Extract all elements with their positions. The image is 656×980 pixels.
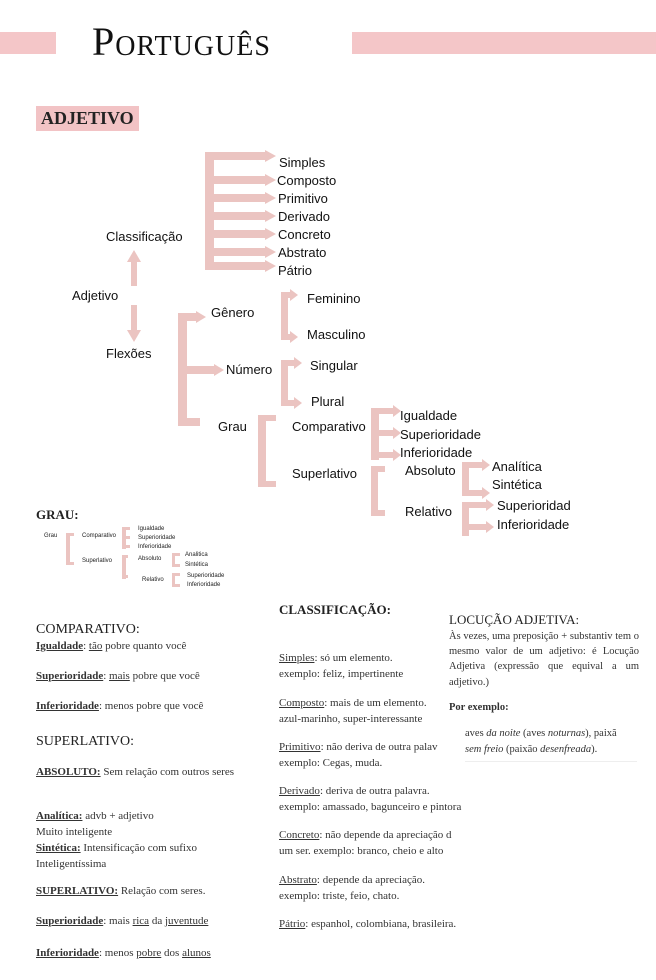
sintetica-term: Sintética: [36,841,81,854]
inf-text-b: dos [161,947,183,959]
inf-term: Inferioridade [36,947,99,959]
sup-text-a: : mais [103,915,133,927]
comparativo-igualdade [36,639,186,655]
inferioridade-rest: : menos pobre que você [98,700,204,712]
diagram-relativo: Relativo [405,504,452,519]
comparativo-heading: COMPARATIVO: [36,622,140,637]
numero-item-plural: Plural [311,394,345,409]
diagram-classificacao: Classificação [106,229,183,244]
sup-rica: rica [132,915,150,927]
mini-comp-superioridade: Superioridade [138,535,176,541]
superlativo-superioridade [36,914,208,930]
igualdade-tao: tão [88,640,103,652]
class-item-simples: Simples [279,155,326,170]
diagram-genero: Gênero [211,305,255,320]
class-def-line2: exemplo: amassado, bagunceiro e pintora [279,800,462,813]
mini-absoluto: Absoluto [138,556,162,562]
genero-item-masculino: Masculino [307,327,366,342]
class-def-primitivo [279,740,444,772]
analitica-example: Muito inteligente [36,825,113,838]
sintetica-example: Inteligentíssima [36,857,107,870]
class-def-abstrato [279,873,469,905]
locucao-text: Às vezes, uma preposição + substantiv tem o mesmo valor de um adjetivo: é Locução Adjetiva (expressão que equival a um adjetivo.) [449,631,639,688]
ex-b: da noite [486,728,521,739]
ex-e: ), paixã [585,728,617,739]
diagram-absoluto: Absoluto [405,463,456,478]
class-item-primitivo: Primitivo [278,191,328,206]
diagram-root-adjetivo: Adjetivo [72,288,119,303]
igualdade-rest: pobre quanto você [102,640,187,652]
class-def-line1: : depende da apreciação. [316,874,425,886]
class-def-line2: um ser. exemplo: branco, cheio e alto [279,844,444,857]
ex-g: (paixão [503,744,541,756]
analitica-text: advb + adjetivo [82,810,154,822]
mini-abs-analitica: Analitica [185,552,208,558]
mini-comp-inferioridade: Inferioridade [138,544,172,550]
numero-item-singular: Singular [310,358,358,373]
class-def-concreto [279,828,469,860]
igualdade-term: Igualdade [36,640,84,652]
class-item-concreto: Concreto [278,227,331,242]
header-band-left [0,32,56,54]
ex-i: ). [591,744,598,756]
mini-rel-inferioridade: Inferioridade [187,582,221,588]
superlativo-absoluto [36,765,236,781]
abs-item-analitica: Analítica [492,459,542,474]
superlativo-term: SUPERLATIVO: [36,885,119,897]
class-def-derivado [279,784,474,816]
rel-item-inferioridade: Inferioridade [497,517,570,532]
sintetica-text: Intensificação com sufixo [80,841,197,854]
class-def-term: Pátrio [279,918,306,930]
diagram-numero: Número [226,362,273,377]
class-item-patrio: Pátrio [278,263,312,278]
class-def-line2: exemplo: triste, feio, chato. [279,889,400,902]
igualdade-pre: : [83,640,89,652]
genero-item-feminino: Feminino [307,291,361,306]
mini-abs-sintetica: Sintética [185,562,209,568]
superlativo-inferioridade [36,946,211,962]
sup-term: Superioridade [36,915,104,927]
diagram-grau: Grau [218,419,247,434]
grau-heading: GRAU: [36,507,79,522]
adjetivo-diagram-lines [0,140,656,550]
class-def-line1: : só um elemento. [314,652,393,664]
ex-h: desenfreada [540,744,592,756]
superioridade-mais: mais [109,670,130,682]
mini-superlativo: Superlativo [82,558,113,564]
inf-pobre: pobre [136,947,162,959]
diagram-superlativo: Superlativo [292,466,358,481]
class-item-derivado: Derivado [278,209,331,224]
class-def-line2: exemplo: Cegas, muda. [279,756,383,769]
ex-d: noturnas [547,728,586,739]
mini-rel-superioridade: Superioridade [187,573,225,579]
class-def-line1: : espanhol, colombiana, brasileira. [305,918,457,930]
class-def-line1: : não depende da apreciação d [319,829,452,841]
class-def-line1: : deriva de outra palavra. [319,785,430,797]
mini-comparativo: Comparativo [82,533,117,539]
comparativo-inferioridade [36,699,203,715]
class-def-term: Concreto [279,829,320,841]
class-def-simples [279,651,454,683]
header-band-right [352,32,656,54]
absoluto-term: ABSOLUTO: [36,766,101,778]
locucao-example-label: Por exemplo: [449,702,509,713]
class-def-line1: : mais de um elemento. [324,697,427,709]
class-def-line2: azul-marinho, super-interessante [279,712,423,725]
diagram-comparativo: Comparativo [292,419,366,434]
superioridade-pre: : [103,670,110,682]
sup-text-b: da [149,915,165,927]
abs-item-sintetica: Sintética [492,477,542,492]
comp-item-igualdade: Igualdade [400,408,458,423]
class-item-composto: Composto [277,173,337,188]
superioridade-rest: pobre que você [129,670,200,682]
ex-f: sem freio [465,744,504,756]
class-def-composto [279,696,454,728]
locucao-heading: LOCUÇÃO ADJETIVA: [449,612,580,627]
absoluto-text: Sem relação com outros seres [100,766,235,778]
inf-alunos: alunos [182,947,211,959]
class-def-term: Composto [279,697,325,709]
superlativo-text: Relação com seres. [118,885,206,897]
superlativo-heading: SUPERLATIVO: [36,734,135,749]
class-def-line2: exemplo: feliz, impertinente [279,667,404,680]
class-def-term: Abstrato [279,874,317,886]
mini-grau: Grau [44,533,58,539]
inf-text-a: : menos [98,947,137,959]
sup-juventude: juventude [164,915,209,927]
class-def-term: Primitivo [279,741,321,753]
class-def-line1: : não deriva de outra palav [320,741,438,753]
locucao-example [465,726,637,762]
ex-c: (aves [520,728,548,739]
comparativo-superioridade [36,669,200,685]
comp-item-inferioridade: Inferioridade [400,445,473,460]
ex-a: aves [465,728,487,739]
superlativo-relativo [36,884,205,900]
comp-item-superioridade: Superioridade [400,427,481,442]
superioridade-term: Superioridade [36,670,104,682]
superlativo-analitica [36,809,197,873]
adjetivo-heading: ADJETIVO [36,106,139,131]
class-item-abstrato: Abstrato [278,245,327,260]
diagram-flexoes: Flexões [106,346,152,361]
rel-item-superioridad: Superioridad [497,498,571,513]
classificacao-heading: CLASSIFICAÇÃO: [279,602,391,617]
mini-comp-igualdade: Igualdade [138,526,165,532]
mini-relativo: Relativo [142,577,164,583]
page-title: Português [92,19,271,64]
class-def-patrio [279,917,474,933]
class-def-term: Derivado [279,785,320,797]
inferioridade-term: Inferioridade [36,700,99,712]
analitica-term: Analítica: [36,810,83,822]
class-def-term: Simples [279,652,315,664]
